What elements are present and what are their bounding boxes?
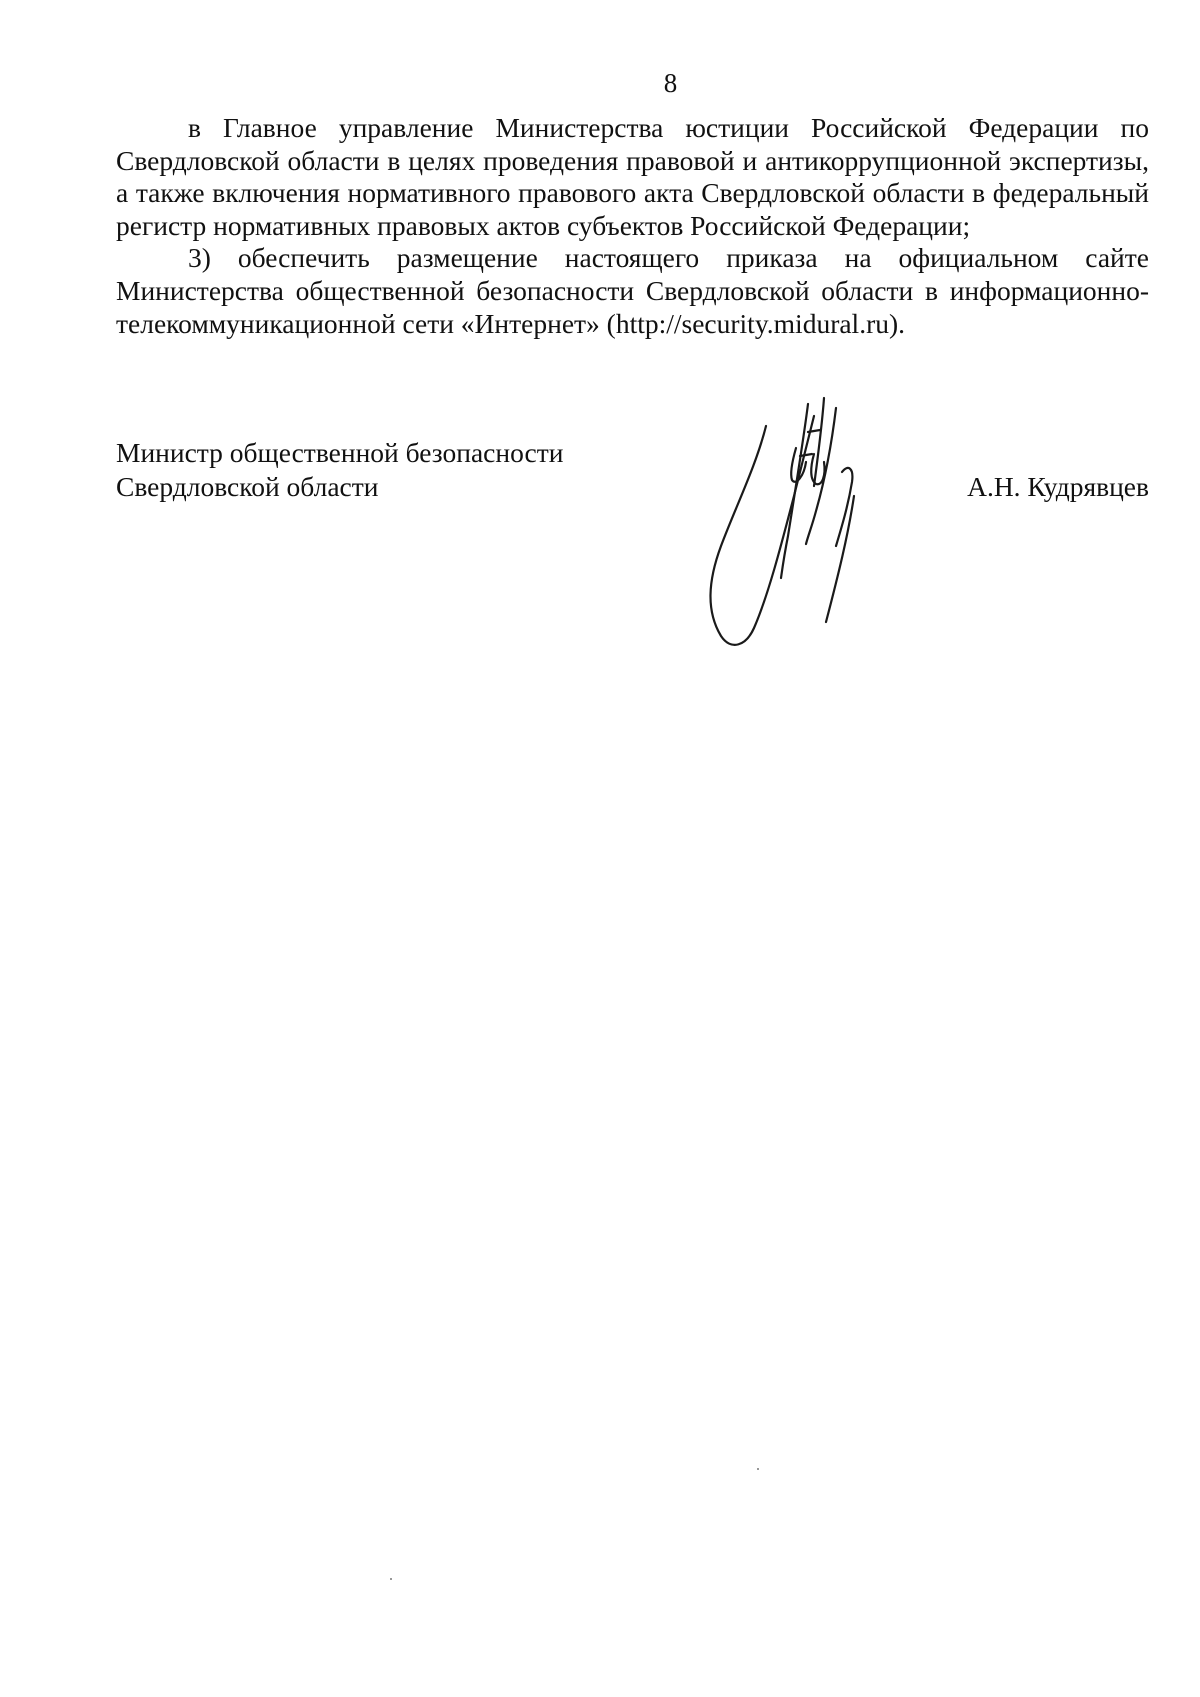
paragraph-justice-registration: в Главное управление Министерства юстиции Российской Федерации по Свердловской области в целях проведения правовой и антикоррупционной экспертизы, а также включения нормативного правового акта Свердловской области в федеральный регистр нормативных правовых актов субъектов Российской Федерации; (116, 112, 1149, 241)
page-number: 8 (663, 68, 678, 98)
signer-title (116, 436, 636, 504)
scan-speck (757, 1468, 759, 1470)
handwritten-signature (696, 396, 896, 656)
document-body (116, 112, 1149, 340)
signer-title-line-1: Министр общественной безопасности (116, 437, 564, 468)
scan-speck (390, 1578, 392, 1580)
signer-name: А.Н. Кудрявцев (967, 471, 1149, 502)
signature-block (116, 436, 1149, 656)
paragraph-website-publication: 3) обеспечить размещение настоящего приказа на официальном сайте Министерства общественной безопасности Свердловской области в информационно-телекоммуникационной сети «Интернет» (http://security.midural.ru). (116, 242, 1149, 339)
signer-title-line-2: Свердловской области (116, 471, 379, 502)
